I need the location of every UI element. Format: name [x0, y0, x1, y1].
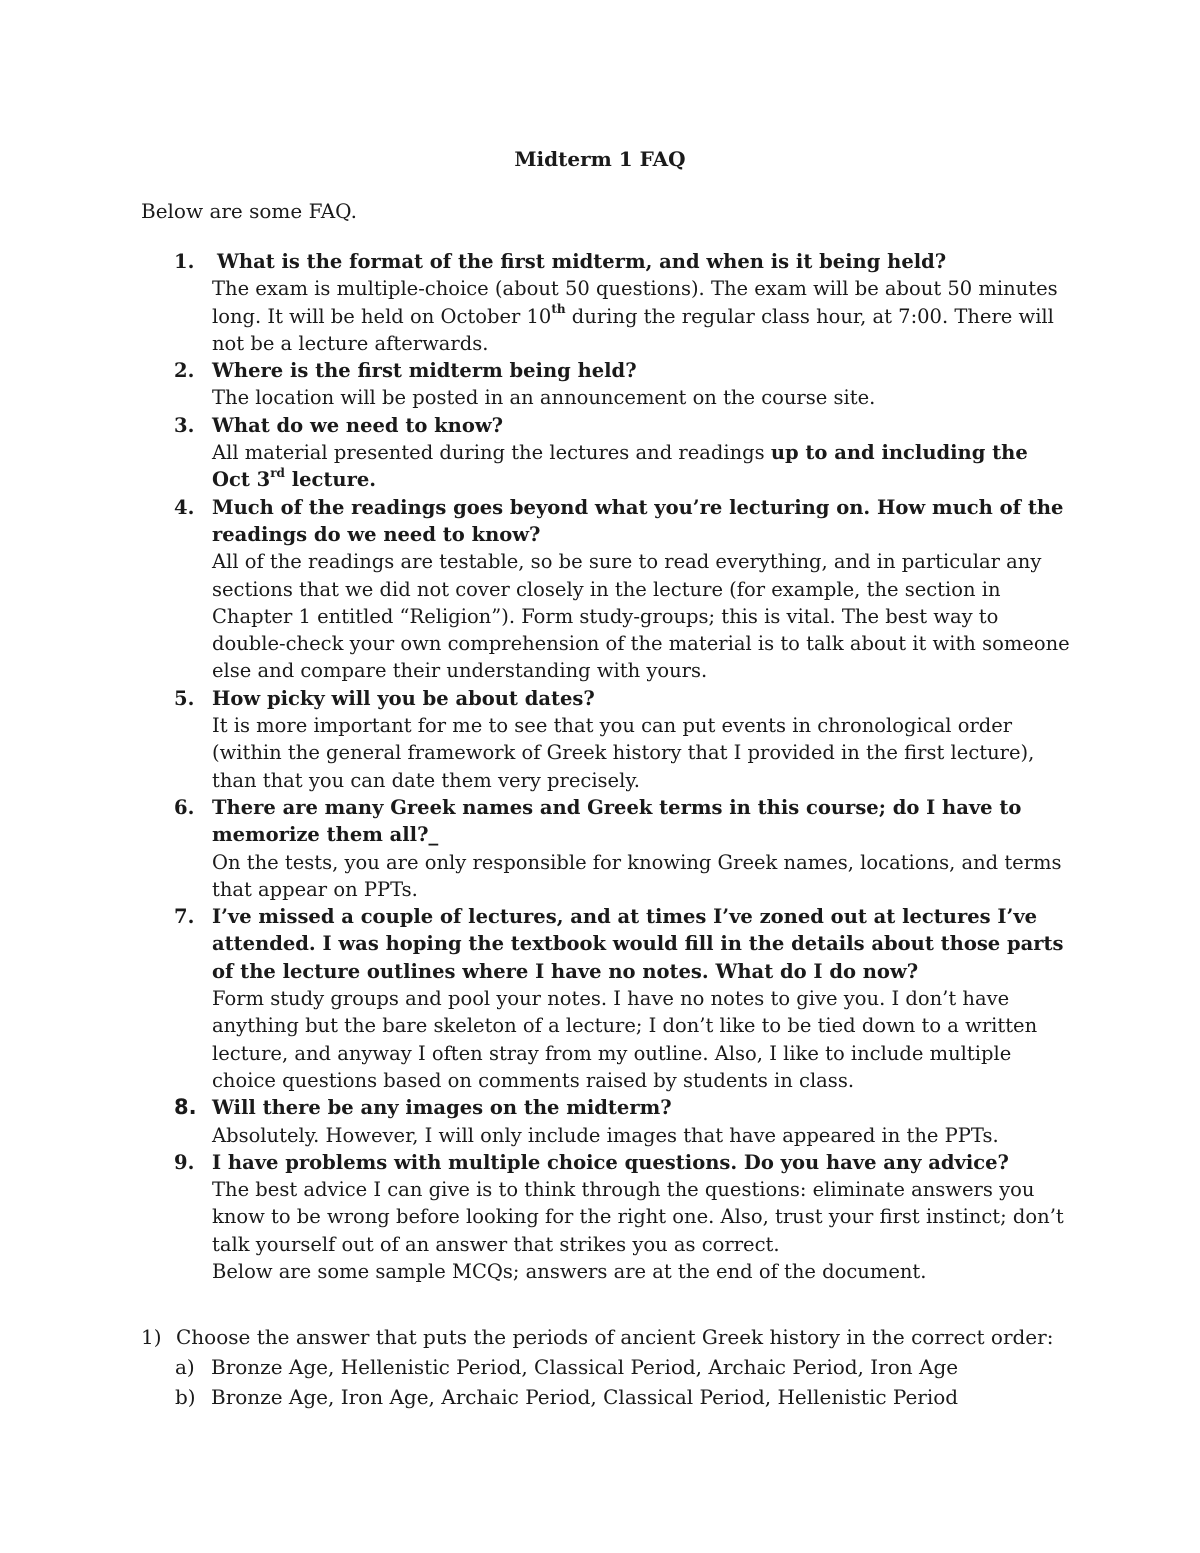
faq-number: 7. [174, 905, 195, 929]
faq-number: 2. [174, 359, 195, 383]
faq-answer: On the tests, you are only responsible for knowing Greek names, locations, and terms that appear on PPTs. [212, 850, 1062, 901]
faq-item-4 [0, 494, 1072, 685]
sample-option-a [0, 1352, 1200, 1382]
faq-question: There are many Greek names and Greek terms in this course; do I have to memorize them all?_ [212, 795, 1022, 847]
faq-question: Will there be any images on the midterm? [212, 1096, 672, 1120]
faq-answer-emphasis: up to and including the Oct 3 [212, 441, 1028, 492]
faq-answer-extra: Below are some sample MCQs; answers are at the end of the document. [212, 1259, 927, 1283]
faq-item-2 [0, 357, 1072, 412]
faq-question: I’ve missed a couple of lectures, and at times I’ve zoned out at lectures I’ve attended. I was hoping the textbook would fill in the details about those parts of the lecture outlines where I have no notes. What do I do now? [212, 905, 1064, 983]
faq-answer-emphasis: lecture. [284, 468, 377, 492]
faq-answer-text: All material presented during the lectures and readings [212, 441, 771, 465]
faq-answer-text: during the regular class hour, at 7:00. There will not be a lecture afterwards. [212, 304, 1054, 355]
faq-answer: It is more important for me to see that you can put events in chronological order (within the general framework of Greek history that I provided in the first lecture), than that you can date them very precisely. [212, 714, 1035, 792]
faq-answer-text: The exam is multiple-choice (about 50 questions). The exam will be about 50 minutes long. It will be held on October 10 [212, 277, 1058, 328]
faq-item-7 [0, 903, 1072, 1094]
option-text: Bronze Age, Hellenistic Period, Classical Period, Archaic Period, Iron Age [211, 1355, 959, 1379]
faq-item-3 [0, 412, 1072, 494]
faq-item-1 [0, 248, 1072, 357]
ordinal-suffix: th [551, 302, 566, 317]
faq-question: What do we need to know? [212, 413, 504, 437]
faq-question: How picky will you be about dates? [212, 686, 595, 710]
faq-question: Where is the first midterm being held? [212, 359, 637, 383]
ordinal-suffix: rd [270, 465, 285, 480]
option-text: Bronze Age, Iron Age, Archaic Period, Classical Period, Hellenistic Period [211, 1385, 959, 1409]
faq-answer: All of the readings are testable, so be sure to read everything, and in particular any sections that we did not cover closely in the lecture (for example, the section in Chapter 1 entitled “Religion”). Form study-groups; this is vital. The best way to double-check your own comprehension of the material is to talk about it with someone else and compare their understanding with yours. [212, 550, 1070, 683]
faq-number: 6. [174, 795, 195, 819]
sample-question-text: Choose the answer that puts the periods of ancient Greek history in the correct order: [176, 1325, 1054, 1349]
faq-question: I have problems with multiple choice questions. Do you have any advice? [212, 1150, 1009, 1174]
faq-item-9 [0, 1149, 1072, 1285]
faq-item-8 [0, 1094, 1072, 1149]
faq-number: 3. [174, 413, 195, 437]
faq-answer [212, 439, 1072, 494]
intro-text: Below are some FAQ. [141, 199, 357, 223]
sample-question [0, 1322, 1200, 1352]
sample-mcq-section [0, 1322, 1200, 1412]
faq-answer: Form study groups and pool your notes. I have no notes to give you. I don’t have anything but the bare skeleton of a lecture; I don’t like to be tied down to a written lecture, and anyway I often stray from my outline. Also, I like to include multiple choice questions based on comments raised by students in class. [212, 987, 1038, 1092]
faq-item-6 [0, 794, 1072, 903]
faq-answer [212, 275, 1072, 357]
faq-item-5 [0, 685, 1072, 794]
faq-number: 5. [174, 686, 195, 710]
page-title: Midterm 1 FAQ [514, 147, 686, 171]
faq-question: What is the format of the first midterm, and when is it being held? [217, 250, 947, 273]
faq-answer: The best advice I can give is to think through the questions: eliminate answers you know to be wrong before looking for the right one. Also, trust your first instinct; don’t talk yourself out of an answer that strikes you as correct. [212, 1178, 1064, 1256]
faq-list [0, 248, 1200, 1285]
faq-question: Much of the readings goes beyond what you’re lecturing on. How much of the readings do we need to know? [212, 495, 1064, 546]
faq-answer: The location will be posted in an announcement on the course site. [212, 386, 876, 410]
sample-question-number: 1) [141, 1325, 162, 1349]
option-letter: a) [175, 1355, 195, 1379]
option-letter: b) [175, 1385, 196, 1409]
faq-number: 9. [174, 1150, 195, 1174]
faq-number: 1. [174, 250, 195, 273]
faq-number: 4. [174, 495, 195, 519]
sample-option-b [0, 1382, 1200, 1412]
faq-answer: Absolutely. However, I will only include images that have appeared in the PPTs. [212, 1123, 999, 1147]
faq-number: 8. [174, 1095, 197, 1120]
